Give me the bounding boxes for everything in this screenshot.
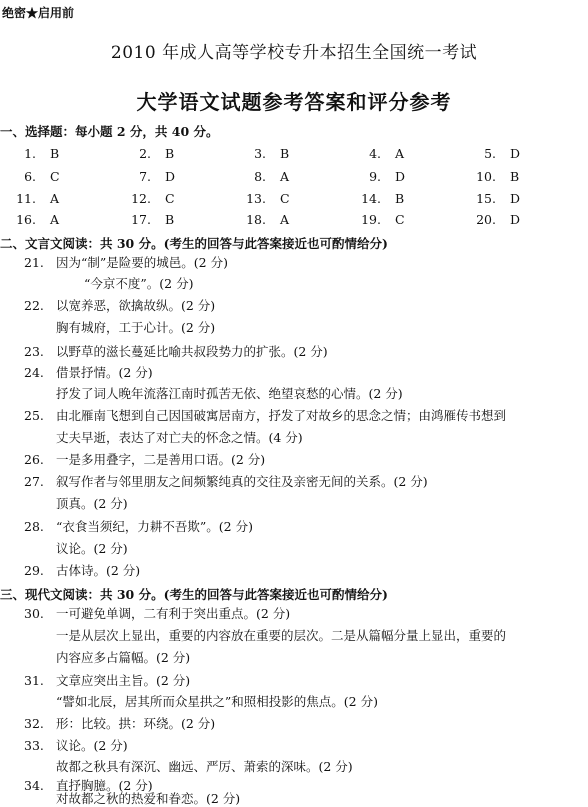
q25-line2: 丈夫早逝，表达了对亡夫的怀念之情。(4 分) [56,430,303,445]
q24-line1: 借景抒情。(2 分) [56,365,153,380]
question-number: 19. [361,212,381,227]
question-number: 18. [246,212,266,227]
q31-line2: “譬如北辰，居其所而众星拱之”和照相投影的焦点。(2 分) [56,694,378,709]
answer-letter: D [395,169,406,184]
q27-line2: 顶真。(2 分) [56,496,128,511]
question-number: 1. [24,146,36,161]
answer-letter: A [395,146,405,161]
answer-letter: A [280,169,290,184]
q26-line1: 一是多用叠字，二是善用口语。(2 分) [56,452,266,467]
question-number: 11. [16,191,36,206]
answer-letter: B [50,146,60,161]
q21-line1: 因为“制”是险要的城邑。(2 分) [56,255,228,270]
choice-row [0,146,588,166]
answer-letter: C [165,191,175,206]
choice-answer [347,212,405,227]
question-number: 3. [254,146,266,161]
q21-line2: “今京不度”。(2 分) [84,276,194,291]
choice-answer [2,146,59,161]
section3-heading: 三、现代文阅读：共 30 分。(考生的回答与此答案接近也可酌情给分) [0,587,388,602]
q29-number: 29. [24,563,44,578]
question-number: 10. [476,169,496,184]
answer-letter: B [165,212,175,227]
answer-letter: C [280,191,290,206]
q31-number: 31. [24,673,44,688]
q30-line3: 内容应多占篇幅。(2 分) [56,650,191,665]
q29-line1: 古体诗。(2 分) [56,563,141,578]
choice-answer [2,191,59,206]
answer-letter: B [165,146,175,161]
choice-answer [462,191,520,206]
q21-number: 21. [24,255,44,270]
question-number: 4. [369,146,381,161]
choice-answer [232,146,289,161]
choice-answer [117,212,174,227]
q25-number: 25. [24,408,44,423]
choice-answer [2,212,59,227]
question-number: 9. [369,169,381,184]
choice-answer [462,212,520,227]
q30-line2: 一是从层次上显出，重要的内容放在重要的层次。二是从篇幅分量上显出，重要的 [56,628,507,643]
choice-row [0,212,588,232]
question-number: 5. [484,146,496,161]
q33-line2: 故都之秋具有深沉、幽远、严厉、萧索的深味。(2 分) [56,759,353,774]
answer-letter: B [510,169,520,184]
choice-answer [347,191,404,206]
question-number: 13. [246,191,266,206]
confidential-label: 绝密★启用前 [2,6,75,20]
choice-answer [232,191,290,206]
q24-number: 24. [24,365,44,380]
answer-letter: C [50,169,60,184]
answer-letter: A [50,191,60,206]
question-number: 12. [131,191,151,206]
q34-line2: 对故都之秋的热爱和眷恋。(2 分) [56,791,241,806]
section2-heading: 二、文言文阅读：共 30 分。(考生的回答与此答案接近也可酌情给分) [0,236,388,251]
q28-line2: 议论。(2 分) [56,541,128,556]
q27-number: 27. [24,474,44,489]
question-number: 14. [361,191,381,206]
question-number: 6. [24,169,36,184]
q28-number: 28. [24,519,44,534]
choice-answer [117,146,174,161]
choice-row [0,191,588,211]
document-title: 大学语文试题参考答案和评分参考 [136,90,452,114]
question-number: 15. [476,191,496,206]
q23-line1: 以野草的滋长蔓延比喻共叔段势力的扩张。(2 分) [56,344,328,359]
question-number: 17. [131,212,151,227]
q32-number: 32. [24,716,44,731]
answer-letter: A [50,212,60,227]
answer-letter: B [280,146,290,161]
q34-number: 34. [24,778,44,793]
q23-number: 23. [24,344,44,359]
question-number: 20. [476,212,496,227]
choice-answer [232,169,289,184]
choice-answer [462,146,520,161]
choice-answer [117,191,175,206]
answer-letter: D [510,212,521,227]
choice-answer [2,169,60,184]
q24-line2: 抒发了词人晚年流落江南时孤苦无依、绝望哀愁的心情。(2 分) [56,386,403,401]
q32-line1: 形：比较。拱：环绕。(2 分) [56,716,216,731]
q25-line1: 由北雁南飞想到自己因国破寓居南方，抒发了对故乡的思念之情；由鸿雁传书想到 [56,408,507,423]
answer-letter: D [510,146,521,161]
answer-letter: B [395,191,405,206]
q28-line1: “衣食当须纪，力耕不吾欺”。(2 分) [56,519,253,534]
exam-title: 2010 年成人高等学校专升本招生全国统一考试 [110,43,478,63]
choice-row [0,169,588,189]
q33-line1: 议论。(2 分) [56,738,128,753]
choice-answer [347,169,405,184]
q22-line2: 胸有城府，工于心计。(2 分) [56,320,216,335]
section1-heading: 一、选择题：每小题 2 分，共 40 分。 [0,124,219,139]
q30-line1: 一可避免单调，二有利于突出重点。(2 分) [56,606,291,621]
question-number: 2. [139,146,151,161]
q26-number: 26. [24,452,44,467]
answer-letter: C [395,212,405,227]
q31-line1: 文章应突出主旨。(2 分) [56,673,191,688]
answer-letter: D [510,191,521,206]
question-number: 7. [139,169,151,184]
question-number: 8. [254,169,266,184]
q22-line1: 以宽养恶，欲擒故纵。(2 分) [56,298,216,313]
question-number: 16. [16,212,36,227]
q30-number: 30. [24,606,44,621]
q33-number: 33. [24,738,44,753]
answer-letter: A [280,212,290,227]
q34-line1: 直抒胸臆。(2 分) [56,778,153,793]
choice-answer [462,169,519,184]
q22-number: 22. [24,298,44,313]
answer-letter: D [165,169,176,184]
choice-answer [232,212,289,227]
choice-answer [347,146,404,161]
q27-line1: 叙写作者与邻里朋友之间频繁纯真的交往及亲密无间的关系。(2 分) [56,474,428,489]
choice-answer [117,169,175,184]
